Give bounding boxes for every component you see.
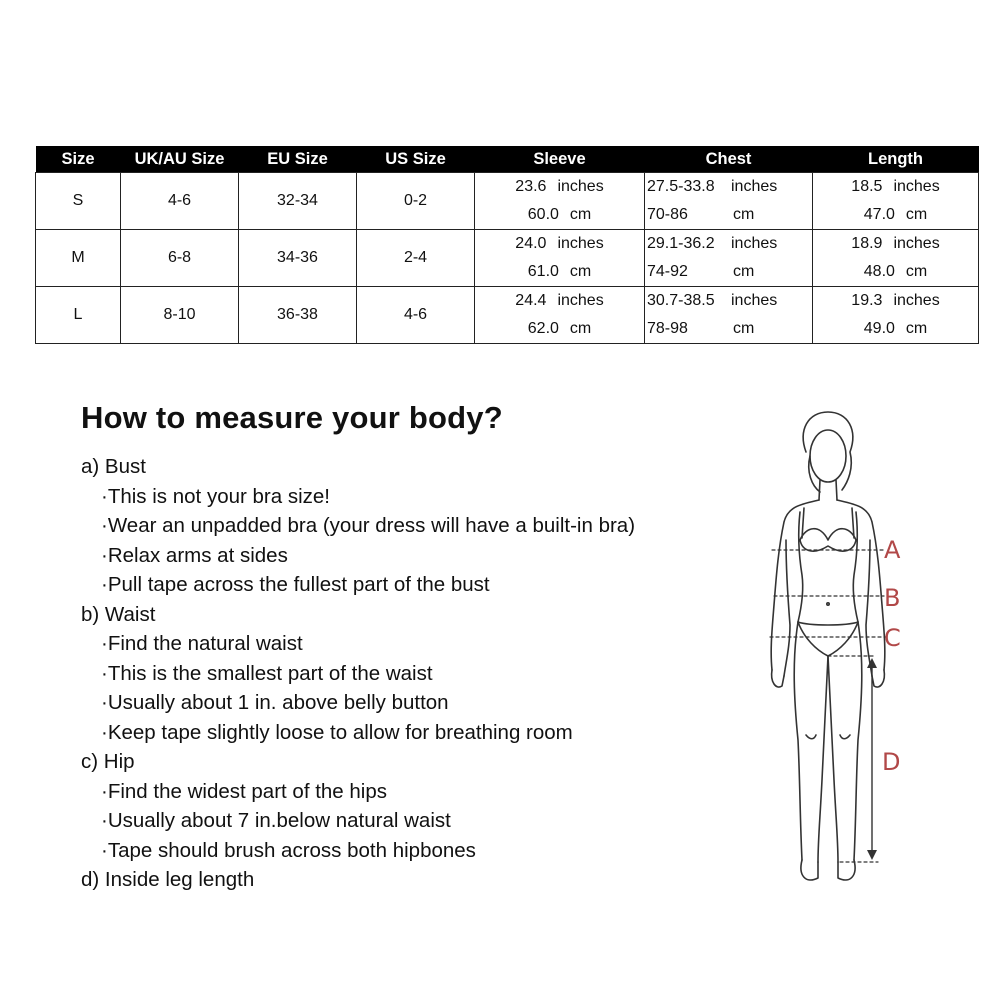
cell-eu: 34-36 [239,230,357,287]
unit-cm: cm [905,263,928,280]
cell-us: 0-2 [357,173,475,230]
tip-item: · Find the natural waist [101,629,635,659]
header-sleeve: Sleeve [475,146,645,173]
unit-inches: inches [893,235,940,252]
cell-uk-au: 4-6 [121,173,239,230]
chest-cm-value: 78-98 [647,320,688,337]
unit-cm: cm [733,206,755,223]
unit-cm: cm [569,206,592,223]
length-cm-value: 47.0 [863,206,895,223]
cell-length [813,173,979,230]
section-waist [81,600,635,748]
chest-cm-value: 74-92 [647,263,688,280]
cell-length [813,287,979,344]
length-inches-value: 19.3 [851,292,883,309]
cell-size: S [36,173,121,230]
unit-inches: inches [557,292,604,309]
unit-cm: cm [569,320,592,337]
cell-chest [645,230,813,287]
sleeve-inches-value: 23.6 [515,178,547,195]
section-hip [81,747,635,865]
cell-chest [645,173,813,230]
tip-item: · This is the smallest part of the waist [101,659,635,689]
table-row [36,287,979,344]
figure-letter-b: B [884,584,901,612]
size-chart-table [35,146,979,344]
figure-letter-d: D [882,748,901,776]
section-label: b) Waist [81,602,156,626]
tip-item: · Usually about 1 in. above belly button [101,688,635,718]
tip-item: · Relax arms at sides [101,541,635,571]
table-row [36,230,979,287]
tip-item: · Keep tape slightly loose to allow for breathing room [101,718,635,748]
cell-eu: 32-34 [239,173,357,230]
header-chest: Chest [645,146,813,173]
sleeve-inches-value: 24.4 [515,292,547,309]
unit-cm: cm [733,263,755,280]
tip-item: · Tape should brush across both hipbones [101,836,635,866]
section-label: a) Bust [81,455,146,478]
section-label: c) Hip [81,750,135,773]
tip-item: · Usually about 7 in.below natural waist [101,806,635,836]
sleeve-cm-value: 61.0 [527,263,559,280]
unit-cm: cm [733,320,755,337]
header-size: Size [36,146,121,173]
tip-item: · Wear an unpadded bra (your dress will have a built-in bra) [101,511,635,541]
cell-length [813,230,979,287]
cell-eu: 36-38 [239,287,357,344]
section-label: d) Inside leg length [81,868,255,891]
cell-us: 4-6 [357,287,475,344]
unit-cm: cm [569,263,592,280]
length-inches-value: 18.9 [851,235,883,252]
cell-sleeve [475,287,645,344]
cell-size: L [36,287,121,344]
chest-inches-value: 27.5-33.8 [647,178,715,195]
unit-inches: inches [731,235,778,252]
unit-cm: cm [905,206,928,223]
sleeve-cm-value: 60.0 [527,206,559,223]
unit-inches: inches [557,178,604,195]
cell-chest [645,287,813,344]
table-header-row [36,146,979,173]
unit-inches: inches [893,178,940,195]
measure-instructions [81,452,635,895]
header-uk-au-size: UK/AU Size [121,146,239,173]
chest-inches-value: 30.7-38.5 [647,292,715,309]
header-eu-size: EU Size [239,146,357,173]
sleeve-inches-value: 24.0 [515,235,547,252]
unit-inches: inches [731,292,778,309]
cell-uk-au: 6-8 [121,230,239,287]
header-us-size: US Size [357,146,475,173]
body-measurement-figure [740,400,980,900]
unit-inches: inches [557,235,604,252]
tip-item: · Pull tape across the fullest part of the bust [101,570,635,600]
figure-letter-a: A [884,536,901,564]
chest-inches-value: 29.1-36.2 [647,235,715,252]
cell-size: M [36,230,121,287]
cell-sleeve [475,173,645,230]
guide-title: How to measure your body? [81,400,503,435]
length-inches-value: 18.5 [851,178,883,195]
cell-us: 2-4 [357,230,475,287]
body-outline-drawing [740,400,980,900]
section-bust [81,452,635,600]
tip-item: · This is not your bra size! [101,482,635,512]
length-cm-value: 48.0 [863,263,895,280]
length-cm-value: 49.0 [863,320,895,337]
unit-cm: cm [905,320,928,337]
unit-inches: inches [731,178,778,195]
cell-sleeve [475,230,645,287]
section-inside-leg [81,865,635,895]
chest-cm-value: 70-86 [647,206,688,223]
tip-item: · Find the widest part of the hips [101,777,635,807]
sleeve-cm-value: 62.0 [527,320,559,337]
table-row [36,173,979,230]
cell-uk-au: 8-10 [121,287,239,344]
unit-inches: inches [893,292,940,309]
figure-letter-c: C [884,624,901,652]
header-length: Length [813,146,979,173]
